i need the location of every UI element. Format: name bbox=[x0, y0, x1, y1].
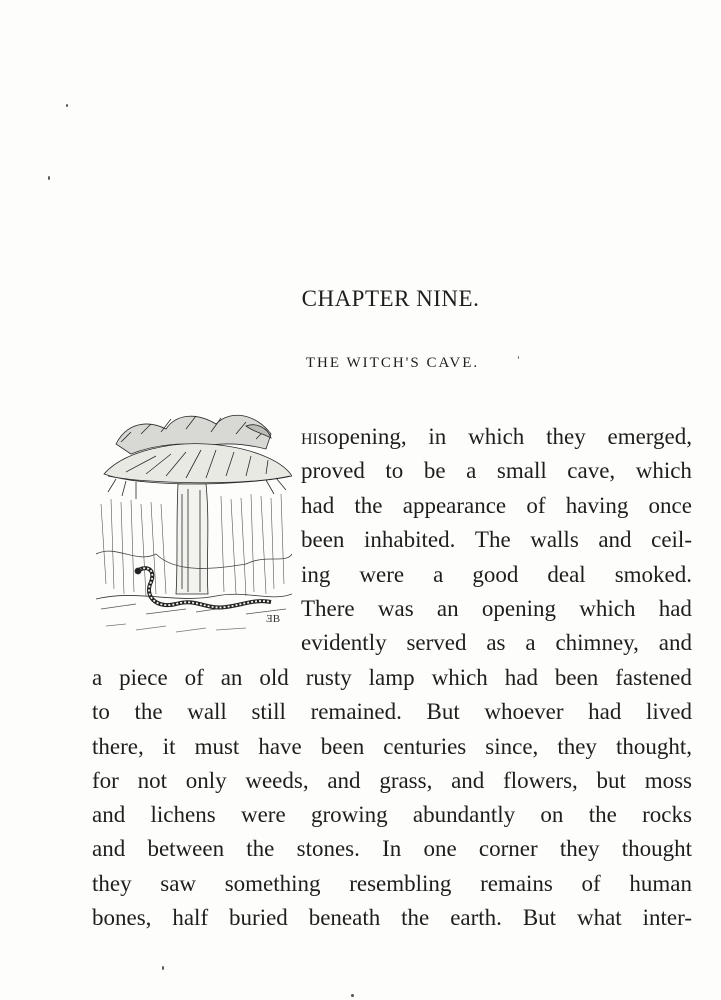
text-line: ing were a good deal smoked. bbox=[301, 562, 692, 587]
text-line: evidently served as a chimney, and bbox=[301, 630, 692, 655]
scan-speck bbox=[518, 356, 519, 359]
scan-speck bbox=[351, 994, 354, 997]
text-line: a piece of an old rusty lamp which had been fastened bbox=[92, 665, 692, 690]
text-line: There was an opening which had bbox=[301, 596, 692, 621]
text-line: for not only weeds, and grass, and flowers, but moss bbox=[92, 768, 692, 793]
scan-speck bbox=[162, 966, 164, 970]
text-line: to the wall still remained. But whoever had lived bbox=[92, 699, 692, 724]
scan-speck bbox=[48, 176, 50, 180]
text-line: bones, half buried beneath the earth. But what inter- bbox=[92, 905, 692, 930]
text-line: been inhabited. The walls and ceil- bbox=[301, 527, 692, 552]
text-line: hisopening, in which they emerged, bbox=[301, 424, 692, 449]
text-line: and between the stones. In one corner they thought bbox=[92, 836, 692, 861]
svg-text:ƎB: ƎB bbox=[266, 613, 281, 625]
text-line: and lichens were growing abundantly on the rocks bbox=[92, 802, 692, 827]
text-line: there, it must have been centuries since, they thought, bbox=[92, 734, 692, 759]
scan-speck bbox=[66, 104, 68, 107]
drop-cap-word: his bbox=[301, 424, 327, 449]
text-line: they saw something resembling remains of human bbox=[92, 871, 692, 896]
text-line: had the appearance of having once bbox=[301, 493, 692, 518]
chapter-title: CHAPTER NINE. bbox=[301, 286, 480, 311]
text-line: proved to be a small cave, which bbox=[301, 458, 692, 483]
chapter-subtitle: THE WITCH'S CAVE. bbox=[305, 355, 480, 371]
